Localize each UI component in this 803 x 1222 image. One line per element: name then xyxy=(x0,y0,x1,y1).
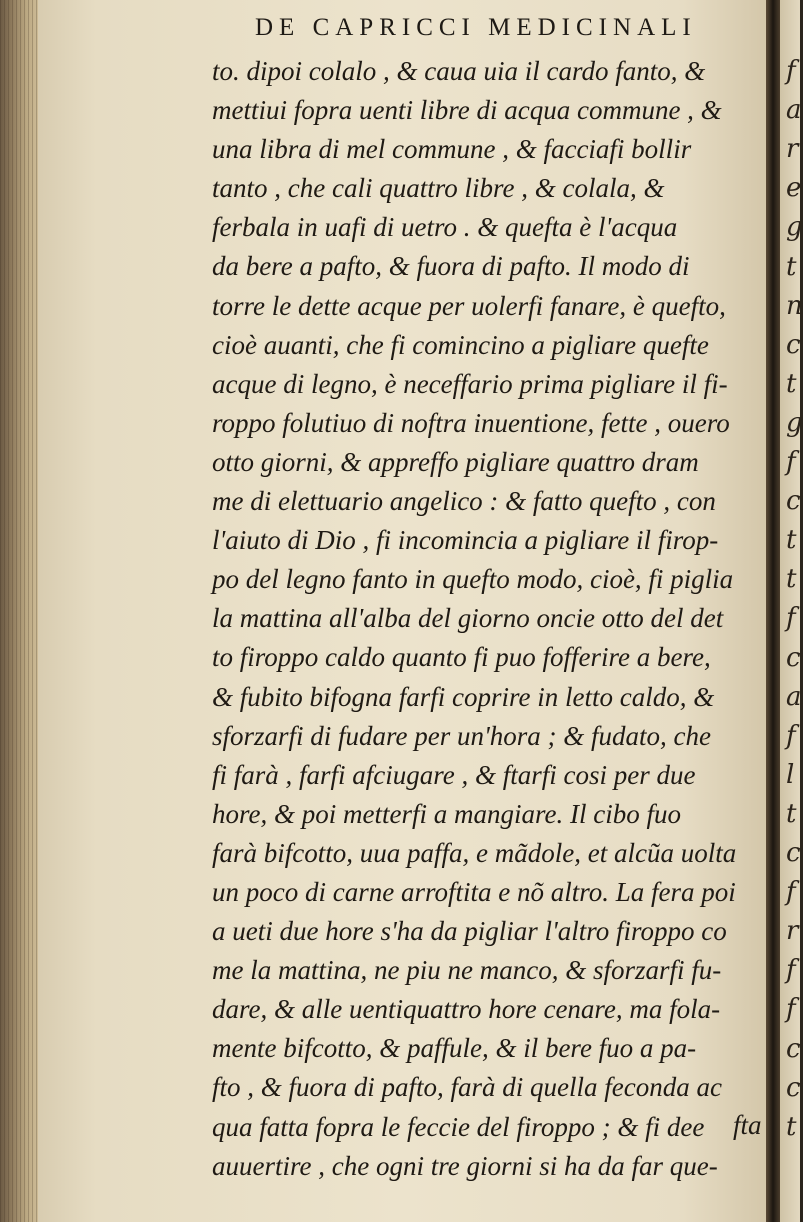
facing-page-glyph: t xyxy=(786,1111,797,1142)
facing-page-glyph: f xyxy=(786,447,796,477)
text-line: qua fatta fopra le feccie del firoppo ; & fi dee xyxy=(212,1111,705,1142)
running-header: DE CAPRICCI MEDICINALI xyxy=(255,14,697,41)
text-line: l'aiuto di Dio , fi incomincia a pigliare il firop- xyxy=(212,525,719,556)
facing-page-glyph: f xyxy=(786,877,796,908)
text-line: mente bifcotto, & paffule, & il bere fuo a pa- xyxy=(212,1033,697,1064)
text-line: sforzarfi di fudare per un'hora ; & fudato, che xyxy=(212,720,712,751)
facing-page-glyph: r xyxy=(786,134,799,165)
text-line: roppo folutiuo di noftra inuentione, fette , ouero xyxy=(212,407,730,438)
text-line: farà bifcotto, uua paffa, e mãdole, et alcũa uolta xyxy=(212,837,737,868)
text-line: otto giorni, & appreffo pigliare quattro dram xyxy=(212,446,699,477)
text-line: to. dipoi colalo , & caua uia il cardo fanto, & xyxy=(212,56,706,86)
facing-page-glyph: n xyxy=(786,290,803,321)
facing-page-glyph: t xyxy=(786,525,797,556)
text-line: una libra di mel commune , & facciafi bollir xyxy=(212,134,692,165)
text-line: da bere a pafto, & fuora di pafto. Il modo di xyxy=(212,251,690,282)
facing-page-glyph: c xyxy=(786,1033,801,1064)
text-line: po del legno fanto in quefto modo, cioè, fi piglia xyxy=(212,564,734,595)
text-line: un poco di carne arroftita e nõ altro. La fera poi xyxy=(212,876,736,907)
text-line: fto , & fuora di pafto, farà di quella feconda ac xyxy=(212,1072,722,1103)
book-gutter xyxy=(766,0,780,1222)
text-line: fi farà , farfi afciugare , & ftarfi cosi per due xyxy=(212,759,696,790)
facing-page-glyph: g xyxy=(786,407,803,438)
facing-page-fragment xyxy=(780,0,803,1222)
facing-page-glyph: f xyxy=(786,955,796,986)
facing-page-glyph: c xyxy=(786,329,801,360)
facing-page-glyph: c xyxy=(786,486,801,517)
text-line: me la mattina, ne piu ne manco, & sforzarfi fu- xyxy=(212,955,722,986)
text-line: mettiui fopra uenti libre di acqua commune , & xyxy=(212,95,722,126)
text-line: cioè auanti, che fi comincino a pigliare quefte xyxy=(212,329,709,360)
facing-page-glyph: f xyxy=(786,720,796,751)
facing-page-glyph: l xyxy=(786,759,795,790)
facing-page-glyph: t xyxy=(786,798,797,829)
text-line: torre le dette acque per uolerfi fanare, è quefto, xyxy=(212,290,726,321)
text-line: tanto , che cali quattro libre , & colala, & xyxy=(212,173,665,204)
facing-page-glyph: a xyxy=(786,681,802,712)
facing-page-glyph: t xyxy=(786,251,797,282)
facing-page-glyph: f xyxy=(786,603,796,634)
text-line: a ueti due hore s'ha da pigliar l'altro firoppo co xyxy=(212,916,727,947)
facing-page-glyph: t xyxy=(786,564,797,595)
facing-page-glyph: c xyxy=(786,838,801,868)
page-text-block xyxy=(212,52,768,1186)
text-line: acque di legno, è neceffario prima pigliare il fi- xyxy=(212,368,728,399)
facing-page-glyph: f xyxy=(786,994,796,1025)
text-line: dare, & alle uentiquattro hore cenare, ma fola- xyxy=(212,994,721,1025)
text-line: me di elettuario angelico : & fatto quefto , con xyxy=(212,486,716,517)
facing-page-glyph: t xyxy=(786,368,797,399)
facing-page-glyph: r xyxy=(786,916,799,947)
text-line: auuertire , che ogni tre giorni si ha da far que- xyxy=(212,1150,718,1181)
facing-page-glyph: c xyxy=(786,642,801,673)
text-line: to firoppo caldo quanto fi puo fofferire a bere, xyxy=(212,642,711,673)
facing-page-glyph: g xyxy=(786,212,803,243)
stacked-page-edges xyxy=(0,0,38,1222)
catchword: fta xyxy=(733,1110,762,1140)
text-line: & fubito bifogna farfi coprire in letto caldo, & xyxy=(212,681,715,712)
facing-page-glyph: f xyxy=(786,56,796,86)
facing-page-glyph: e xyxy=(786,173,802,204)
text-line: hore, & poi metterfi a mangiare. Il cibo fuo xyxy=(212,798,681,829)
facing-page-glyph: c xyxy=(786,1072,801,1103)
facing-page-glyph: a xyxy=(786,95,802,126)
text-line: ferbala in uafi di uetro . & quefta è l'acqua xyxy=(212,212,678,243)
text-line: la mattina all'alba del giorno oncie otto del det xyxy=(212,603,724,634)
